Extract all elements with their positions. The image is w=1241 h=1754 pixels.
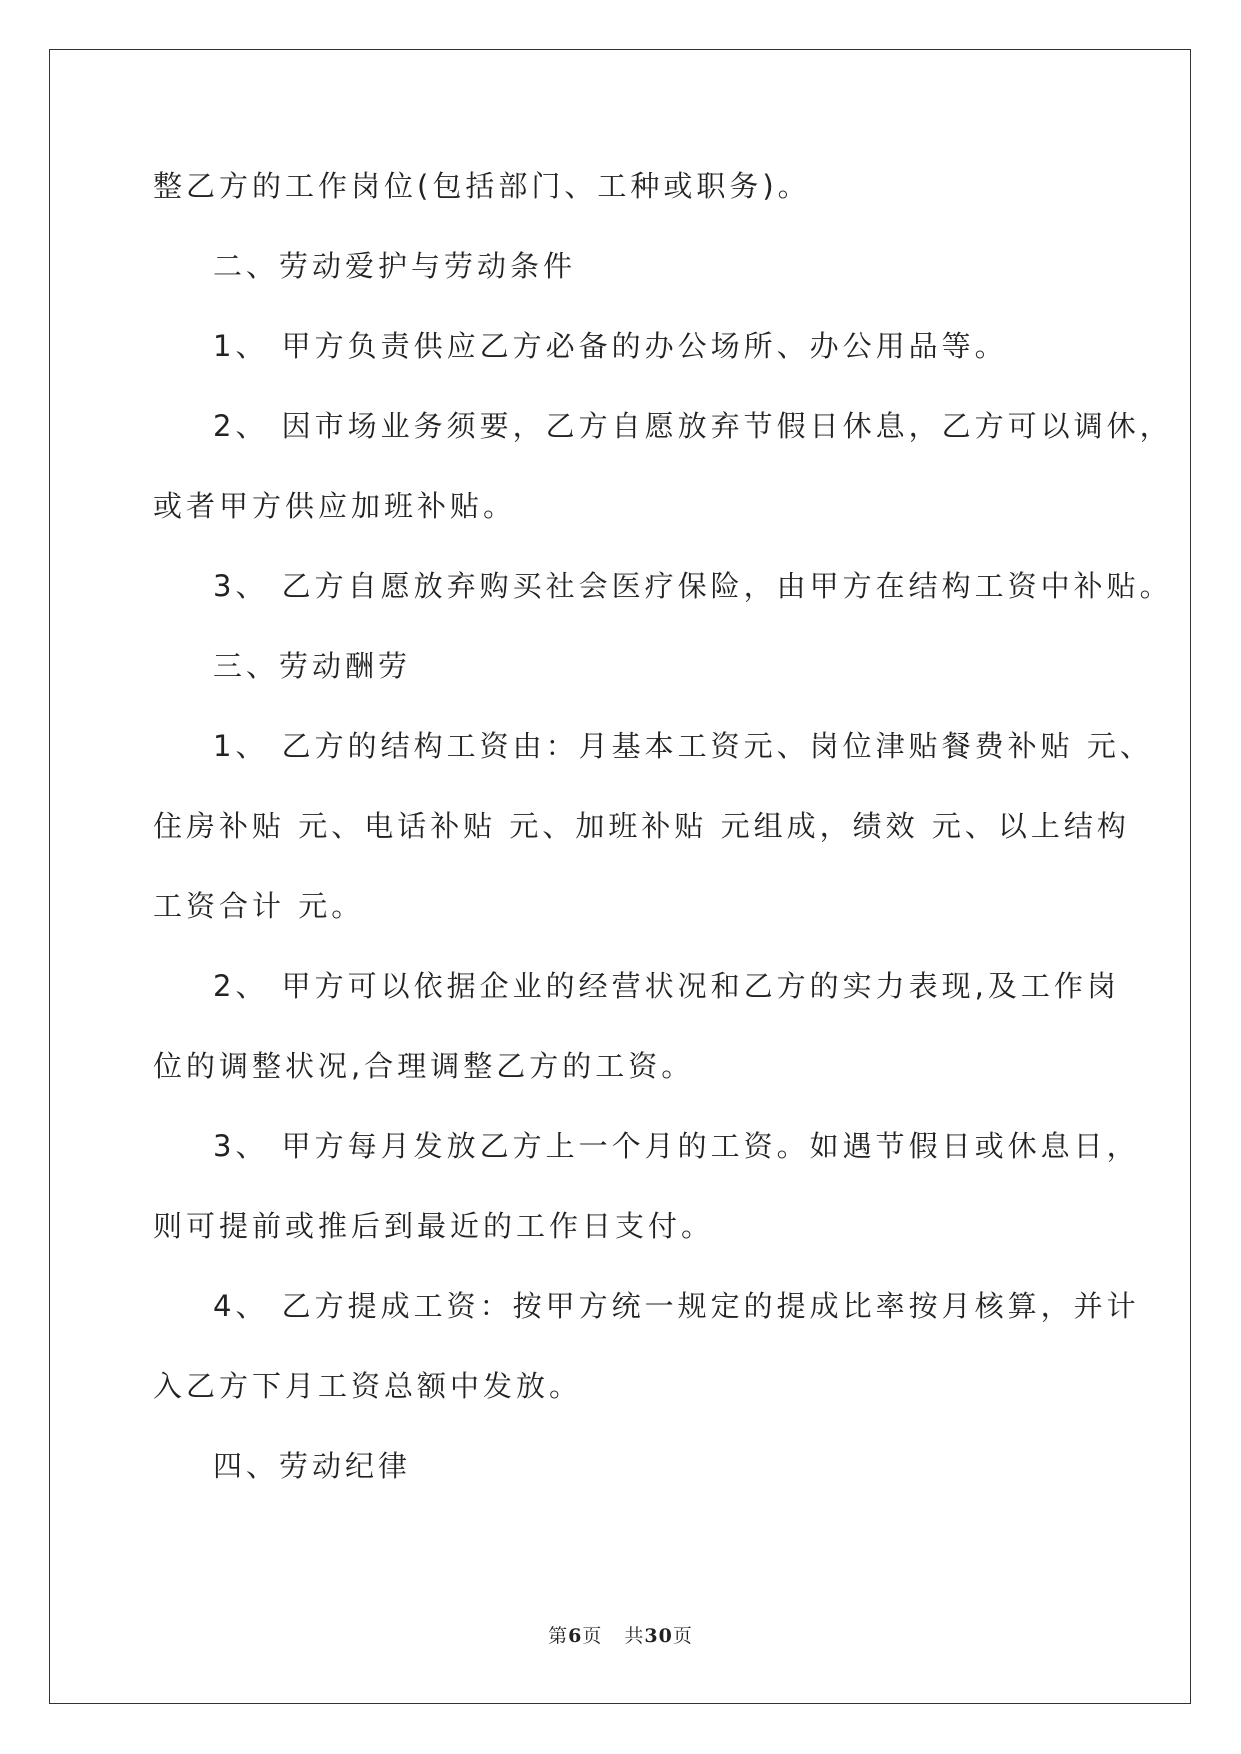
text-line: 1、 甲方负责供应乙方必备的办公场所、办公用品等。: [213, 329, 1008, 363]
total-prefix: 共: [624, 1625, 645, 1647]
text-line: 4、 乙方提成工资：按甲方统一规定的提成比率按月核算，并计: [213, 1289, 1140, 1323]
text-line: 工资合计 元。: [153, 889, 365, 923]
page-suffix: 页: [582, 1625, 603, 1647]
total-suffix: 页: [672, 1625, 693, 1647]
text-line: 住房补贴 元、电话补贴 元、加班补贴 元组成，绩效 元、以上结构: [153, 809, 1130, 843]
page-number: 6: [568, 1625, 583, 1647]
text-line: 或者甲方供应加班补贴。: [153, 489, 517, 523]
text-line: 3、 乙方自愿放弃购买社会医疗保险，由甲方在结构工资中补贴。: [213, 569, 1173, 603]
text-line: 入乙方下月工资总额中发放。: [153, 1369, 583, 1403]
section-heading: 四、劳动纪律: [213, 1449, 412, 1483]
page-prefix: 第: [548, 1625, 569, 1647]
total-pages: 30: [644, 1625, 673, 1647]
section-heading: 三、劳动酬劳: [213, 649, 412, 683]
text-line: 1、 乙方的结构工资由：月基本工资元、岗位津贴餐费补贴 元、: [213, 729, 1153, 763]
text-line: 位的调整状况,合理调整乙方的工资。: [153, 1049, 695, 1083]
text-line: 2、 甲方可以依据企业的经营状况和乙方的实力表现,及工作岗: [213, 969, 1120, 1003]
section-heading: 二、劳动爱护与劳动条件: [213, 249, 577, 283]
text-line: 则可提前或推后到最近的工作日支付。: [153, 1209, 715, 1243]
text-line: 3、 甲方每月发放乙方上一个月的工资。如遇节假日或休息日，: [213, 1129, 1140, 1163]
text-line: 整乙方的工作岗位(包括部门、工种或职务)。: [153, 169, 811, 203]
text-line: 2、 因市场业务须要，乙方自愿放弃节假日休息，乙方可以调休，: [213, 409, 1173, 443]
page-footer: [0, 1621, 1241, 1648]
